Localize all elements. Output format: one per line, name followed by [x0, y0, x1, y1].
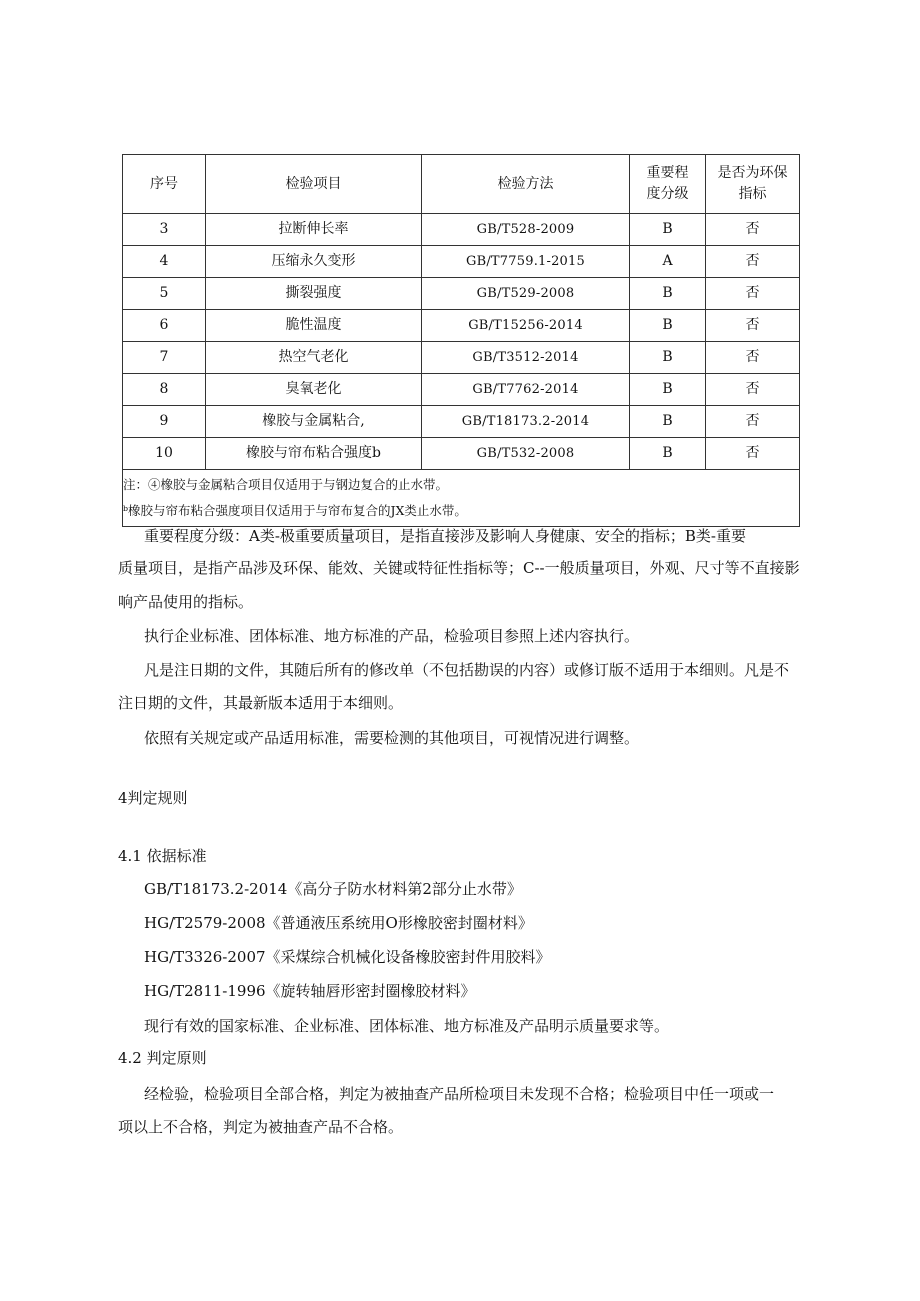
inspection-items-table [122, 154, 800, 527]
cell-method: GB/T7759.1-2015 [422, 246, 630, 278]
cell-no: 10 [123, 438, 206, 470]
table-row [123, 374, 800, 406]
standard-item: HG/T2579-2008《普通液压系统用O形橡胶密封圈材料》 [144, 914, 533, 932]
cell-no: 9 [123, 406, 206, 438]
cell-no: 4 [123, 246, 206, 278]
standard-item: GB/T18173.2-2014《高分子防水材料第2部分止水带》 [144, 880, 522, 898]
judgment-paragraph-line1: 经检验，检验项目全部合格，判定为被抽查产品所检项目未发现不合格；检验项目中任一项或一 [144, 1085, 775, 1103]
cell-item: 压缩永久变形 [206, 246, 422, 278]
cell-method: GB/T18173.2-2014 [422, 406, 630, 438]
cell-grade: B [630, 438, 706, 470]
table-row [123, 406, 800, 438]
grading-paragraph-line1: 重要程度分级：A类-极重要质量项目，是指直接涉及影响人身健康、安全的指标；B类-重要 [144, 527, 746, 545]
cell-method: GB/T15256-2014 [422, 310, 630, 342]
header-eco [706, 155, 800, 214]
note-fabric-bonding: ᵇ橡胶与帘布粘合强度项目仅适用于与帘布复合的JX类止水带。 [123, 503, 467, 518]
header-method: 检验方法 [422, 155, 630, 214]
cell-no: 5 [123, 278, 206, 310]
dated-docs-paragraph-line1: 凡是注日期的文件，其随后所有的修改单（不包括勘误的内容）或修订版不适用于本细则。凡是不 [144, 661, 790, 679]
standard-item: HG/T2811-1996《旋转轴唇形密封圈橡胶材料》 [144, 982, 476, 1000]
cell-method: GB/T532-2008 [422, 438, 630, 470]
cell-eco: 否 [706, 342, 800, 374]
judgment-paragraph-line2: 项以上不合格，判定为被抽查产品不合格。 [118, 1118, 404, 1136]
standard-item: HG/T3326-2007《采煤综合机械化设备橡胶密封件用胶料》 [144, 948, 551, 966]
header-grade [630, 155, 706, 214]
table-row [123, 278, 800, 310]
table-row [123, 438, 800, 470]
cell-grade: B [630, 310, 706, 342]
header-eco-line1: 是否为环保 [717, 165, 788, 181]
cell-item: 橡胶与帘布粘合强度b [206, 438, 422, 470]
dated-docs-paragraph-line2: 注日期的文件，其最新版本适用于本细则。 [118, 694, 404, 712]
table-row [123, 310, 800, 342]
cell-item: 热空气老化 [206, 342, 422, 374]
cell-method: GB/T7762-2014 [422, 374, 630, 406]
header-grade-line2: 度分级 [646, 186, 689, 202]
cell-eco: 否 [706, 438, 800, 470]
cell-item: 拉断伸长率 [206, 214, 422, 246]
table-row [123, 214, 800, 246]
cell-method: GB/T528-2009 [422, 214, 630, 246]
cell-grade: B [630, 342, 706, 374]
grading-paragraph-line3: 响产品使用的指标。 [118, 593, 254, 611]
section-4-2-title: 4.2 判定原则 [118, 1049, 207, 1067]
cell-grade: B [630, 214, 706, 246]
standards-scope-paragraph: 执行企业标准、团体标准、地方标准的产品，检验项目参照上述内容执行。 [144, 627, 640, 645]
cell-grade: A [630, 246, 706, 278]
standards-closing: 现行有效的国家标准、企业标准、团体标准、地方标准及产品明示质量要求等。 [144, 1017, 670, 1035]
cell-method: GB/T529-2008 [422, 278, 630, 310]
cell-eco: 否 [706, 278, 800, 310]
cell-eco: 否 [706, 310, 800, 342]
cell-item: 撕裂强度 [206, 278, 422, 310]
grading-paragraph-line2: 质量项目，是指产品涉及环保、能效、关键或特征性指标等；C--一般质量项目，外观、尺寸等不直接影 [118, 559, 800, 577]
cell-method: GB/T3512-2014 [422, 342, 630, 374]
header-grade-line1: 重要程 [646, 165, 689, 181]
note-metal-bonding: 注：④橡胶与金属粘合项目仅适用于与钢边复合的止水带。 [123, 477, 449, 492]
cell-grade: B [630, 278, 706, 310]
table-row [123, 342, 800, 374]
cell-eco: 否 [706, 214, 800, 246]
cell-item: 臭氧老化 [206, 374, 422, 406]
section-4-title: 4判定规则 [118, 789, 188, 807]
table-row [123, 246, 800, 278]
cell-grade: B [630, 406, 706, 438]
table-notes [123, 470, 800, 527]
cell-item: 脆性温度 [206, 310, 422, 342]
cell-no: 3 [123, 214, 206, 246]
cell-eco: 否 [706, 246, 800, 278]
section-4-1-title: 4.1 依据标准 [118, 847, 207, 865]
cell-eco: 否 [706, 374, 800, 406]
adjustment-paragraph: 依照有关规定或产品适用标准，需要检测的其他项目，可视情况进行调整。 [144, 729, 640, 747]
cell-no: 8 [123, 374, 206, 406]
table-notes-row [123, 470, 800, 527]
table-header-row [123, 155, 800, 214]
cell-eco: 否 [706, 406, 800, 438]
cell-grade: B [630, 374, 706, 406]
cell-item: 橡胶与金属粘合, [206, 406, 422, 438]
cell-no: 6 [123, 310, 206, 342]
header-no: 序号 [123, 155, 206, 214]
cell-no: 7 [123, 342, 206, 374]
header-item: 检验项目 [206, 155, 422, 214]
header-eco-line2: 指标 [738, 186, 767, 202]
